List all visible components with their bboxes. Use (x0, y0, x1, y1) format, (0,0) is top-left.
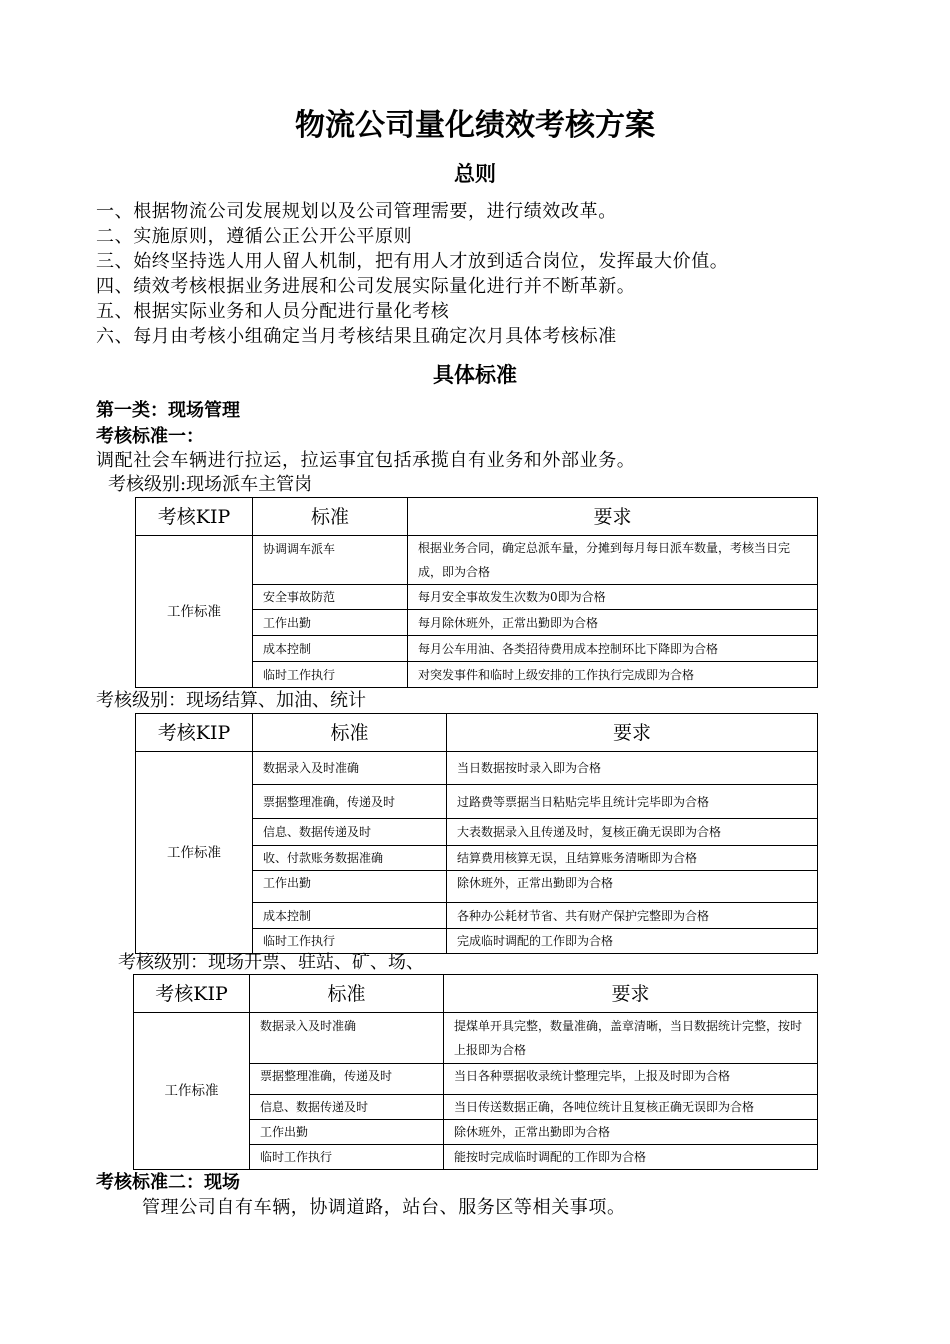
standard-one-text: 调配社会车辆进行拉运，拉运事宜包括承揽自有业务和外部业务。 (96, 450, 636, 471)
requirement-cell: 当日传送数据正确，各吨位统计且复核正确无误即为合格 (444, 1095, 818, 1120)
requirement-cell: 过路费等票据当日粘贴完毕且统计完毕即为合格 (447, 785, 818, 819)
requirement-cell: 每月安全事故发生次数为0即为合格 (408, 585, 818, 610)
document-title: 物流公司量化绩效考核方案 (295, 108, 655, 143)
table-header-row (136, 498, 818, 536)
standard-cell: 票据整理准确，传递及时 (253, 785, 447, 819)
kpi-table (135, 497, 818, 688)
requirement-cell: 每月公车用油、各类招待费用成本控制环比下降即为合格 (408, 636, 818, 662)
standard-cell: 协调调车派车 (253, 536, 408, 585)
table-level-label: 考核级别:现场派车主管岗 (108, 474, 313, 495)
requirement-cell: 除休班外，正常出勤即为合格 (444, 1120, 818, 1145)
standard-cell: 安全事故防范 (253, 585, 408, 610)
standard-cell: 数据录入及时准确 (250, 1013, 444, 1064)
requirement-cell: 对突发事件和临时上级安排的工作执行完成即为合格 (408, 662, 818, 688)
header-cell: 标准 (250, 975, 444, 1013)
general-item: 三、始终坚持选人用人留人机制，把有用人才放到适合岗位，发挥最大价值。 (96, 251, 729, 272)
standard-cell: 信息、数据传递及时 (253, 819, 447, 846)
header-cell: 考核KIP (136, 714, 253, 752)
requirement-cell: 提煤单开具完整，数量准确，盖章清晰，当日数据统计完整，按时上报即为合格 (444, 1013, 818, 1064)
requirement-cell: 结算费用核算无误，且结算账务清晰即为合格 (447, 846, 818, 871)
general-item: 五、根据实际业务和人员分配进行量化考核 (96, 301, 450, 322)
header-cell: 考核KIP (134, 975, 250, 1013)
standard-cell: 临时工作执行 (253, 929, 447, 954)
general-item: 四、绩效考核根据业务进展和公司发展实际量化进行并不断革新。 (96, 276, 636, 297)
standard-cell: 临时工作执行 (253, 662, 408, 688)
table-row (136, 752, 818, 785)
header-cell: 要求 (408, 498, 818, 536)
kpi-table (133, 974, 818, 1170)
table-row (134, 1013, 818, 1064)
header-cell: 考核KIP (136, 498, 253, 536)
standard-cell: 工作出勤 (253, 610, 408, 636)
requirement-cell: 完成临时调配的工作即为合格 (447, 929, 818, 954)
requirement-cell: 各种办公耗材节省、共有财产保护完整即为合格 (447, 903, 818, 929)
table-row (136, 536, 818, 585)
kpi-table (135, 713, 818, 954)
table-header-row (134, 975, 818, 1013)
general-item: 二、实施原则，遵循公正公开公平原则 (96, 226, 413, 247)
table-level-label: 考核级别：现场开票、驻站、矿、场、 (118, 952, 424, 973)
standard-cell: 临时工作执行 (250, 1145, 444, 1170)
requirement-cell: 每月除休班外，正常出勤即为合格 (408, 610, 818, 636)
requirement-cell: 除休班外，正常出勤即为合格 (447, 871, 818, 903)
category-cell: 工作标准 (136, 536, 253, 688)
standard-two-text: 管理公司自有车辆，协调道路，站台、服务区等相关事项。 (142, 1197, 626, 1218)
standard-cell: 票据整理准确，传递及时 (250, 1064, 444, 1095)
category-cell: 工作标准 (134, 1013, 250, 1170)
standard-cell: 收、付款账务数据准确 (253, 846, 447, 871)
standard-cell: 数据录入及时准确 (253, 752, 447, 785)
general-heading: 总则 (454, 162, 496, 186)
category-heading: 第一类：现场管理 (96, 400, 240, 421)
requirement-cell: 能按时完成临时调配的工作即为合格 (444, 1145, 818, 1170)
general-item: 六、每月由考核小组确定当月考核结果且确定次月具体考核标准 (96, 326, 617, 347)
header-cell: 要求 (444, 975, 818, 1013)
standard-cell: 成本控制 (253, 636, 408, 662)
standard-one-label: 考核标准一： (96, 426, 204, 447)
requirement-cell: 当日各种票据收录统计整理完毕，上报及时即为合格 (444, 1064, 818, 1095)
requirement-cell: 根据业务合同，确定总派车量，分摊到每月每日派车数量，考核当日完成，即为合格 (408, 536, 818, 585)
requirement-cell: 大表数据录入且传递及时，复核正确无误即为合格 (447, 819, 818, 846)
header-cell: 标准 (253, 714, 447, 752)
requirement-cell: 当日数据按时录入即为合格 (447, 752, 818, 785)
general-item: 一、根据物流公司发展规划以及公司管理需要，进行绩效改革。 (96, 201, 617, 222)
specific-heading: 具体标准 (433, 363, 517, 387)
standard-cell: 信息、数据传递及时 (250, 1095, 444, 1120)
standard-two-label: 考核标准二：现场 (96, 1172, 240, 1193)
category-cell: 工作标准 (136, 752, 253, 954)
standard-cell: 工作出勤 (253, 871, 447, 903)
table-level-label: 考核级别：现场结算、加油、统计 (96, 690, 366, 711)
standard-cell: 工作出勤 (250, 1120, 444, 1145)
header-cell: 标准 (253, 498, 408, 536)
table-header-row (136, 714, 818, 752)
standard-cell: 成本控制 (253, 903, 447, 929)
header-cell: 要求 (447, 714, 818, 752)
